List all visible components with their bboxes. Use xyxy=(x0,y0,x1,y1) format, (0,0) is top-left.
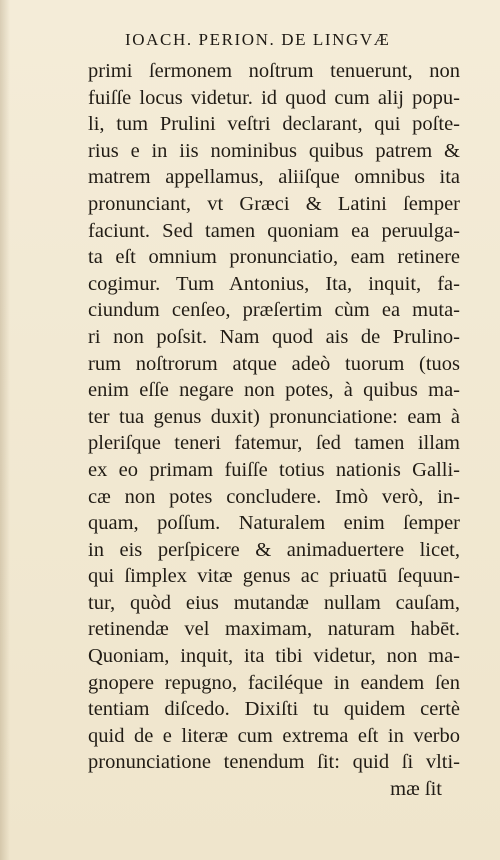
text-line: primi ſermonem noſtrum tenuerunt, non xyxy=(88,60,460,82)
text-line: in eis perſpicere & animaduertere licet, xyxy=(88,538,460,561)
text-line: ri non poſsit. Nam quod ais de Prulino- xyxy=(88,325,460,348)
running-head: IOACH. PERION. DE LINGVÆ xyxy=(125,30,391,49)
text-line: ciundum cenſeo, præſertim cùm ea muta- xyxy=(88,299,460,322)
text-line: pleriſque teneri fatemur, ſed tamen illam xyxy=(88,432,460,455)
catchword: mæ ſit xyxy=(390,778,442,801)
text-line: rius e in iis nominibus quibus patrem & xyxy=(88,139,460,162)
text-line: rum noſtrorum atque adeò tuorum (tuos xyxy=(88,352,460,375)
text-line: pronunciatione tenendum ſit: quid ſi vlti- xyxy=(88,751,460,774)
text-line: matrem appellamus, aliiſque omnibus ita xyxy=(88,166,460,189)
text-line: qui ſimplex vitæ genus ac priuatū ſequun- xyxy=(88,565,460,588)
text-line: enim eſſe negare non potes, à quibus ma- xyxy=(88,379,460,402)
text-line: ex eo primam fuiſſe totius nationis Galli- xyxy=(88,458,460,481)
text-line: pronunciant, vt Græci & Latini ſemper xyxy=(88,192,460,215)
text-line: li, tum Prulini veſtri declarant, qui poſte- xyxy=(88,113,460,136)
text-line: cogimur. Tum Antonius, Ita, inquit, fa- xyxy=(88,272,460,295)
text-line: quid de e literæ cum extrema eſt in verbo xyxy=(88,724,460,747)
text-line: ta eſt omnium pronunciatio, eam retinere xyxy=(88,246,460,269)
text-line: ter tua genus duxit) pronunciatione: eam à xyxy=(88,405,460,428)
gutter-shadow xyxy=(0,0,10,860)
text-line: quam, poſſum. Naturalem enim ſemper xyxy=(88,512,460,535)
text-line: fuiſſe locus videtur. id quod cum alij popu- xyxy=(88,86,460,109)
body-text xyxy=(88,58,460,803)
text-line: retinendæ vel maximam, naturam habēt. xyxy=(88,618,460,641)
text-line: tur, quòd eius mutandæ nullam cauſam, xyxy=(88,591,460,614)
text-line: tentiam diſcedo. Dixiſti tu quidem certè xyxy=(88,698,460,721)
text-line: cæ non potes concludere. Imò verò, in- xyxy=(88,485,460,508)
text-line: faciunt. Sed tamen quoniam ea peruulga- xyxy=(88,219,460,242)
text-line: gnopere repugno, faciléque in eandem ſen xyxy=(88,671,460,694)
text-line: Quoniam, inquit, ita tibi videtur, non ma- xyxy=(88,645,460,668)
